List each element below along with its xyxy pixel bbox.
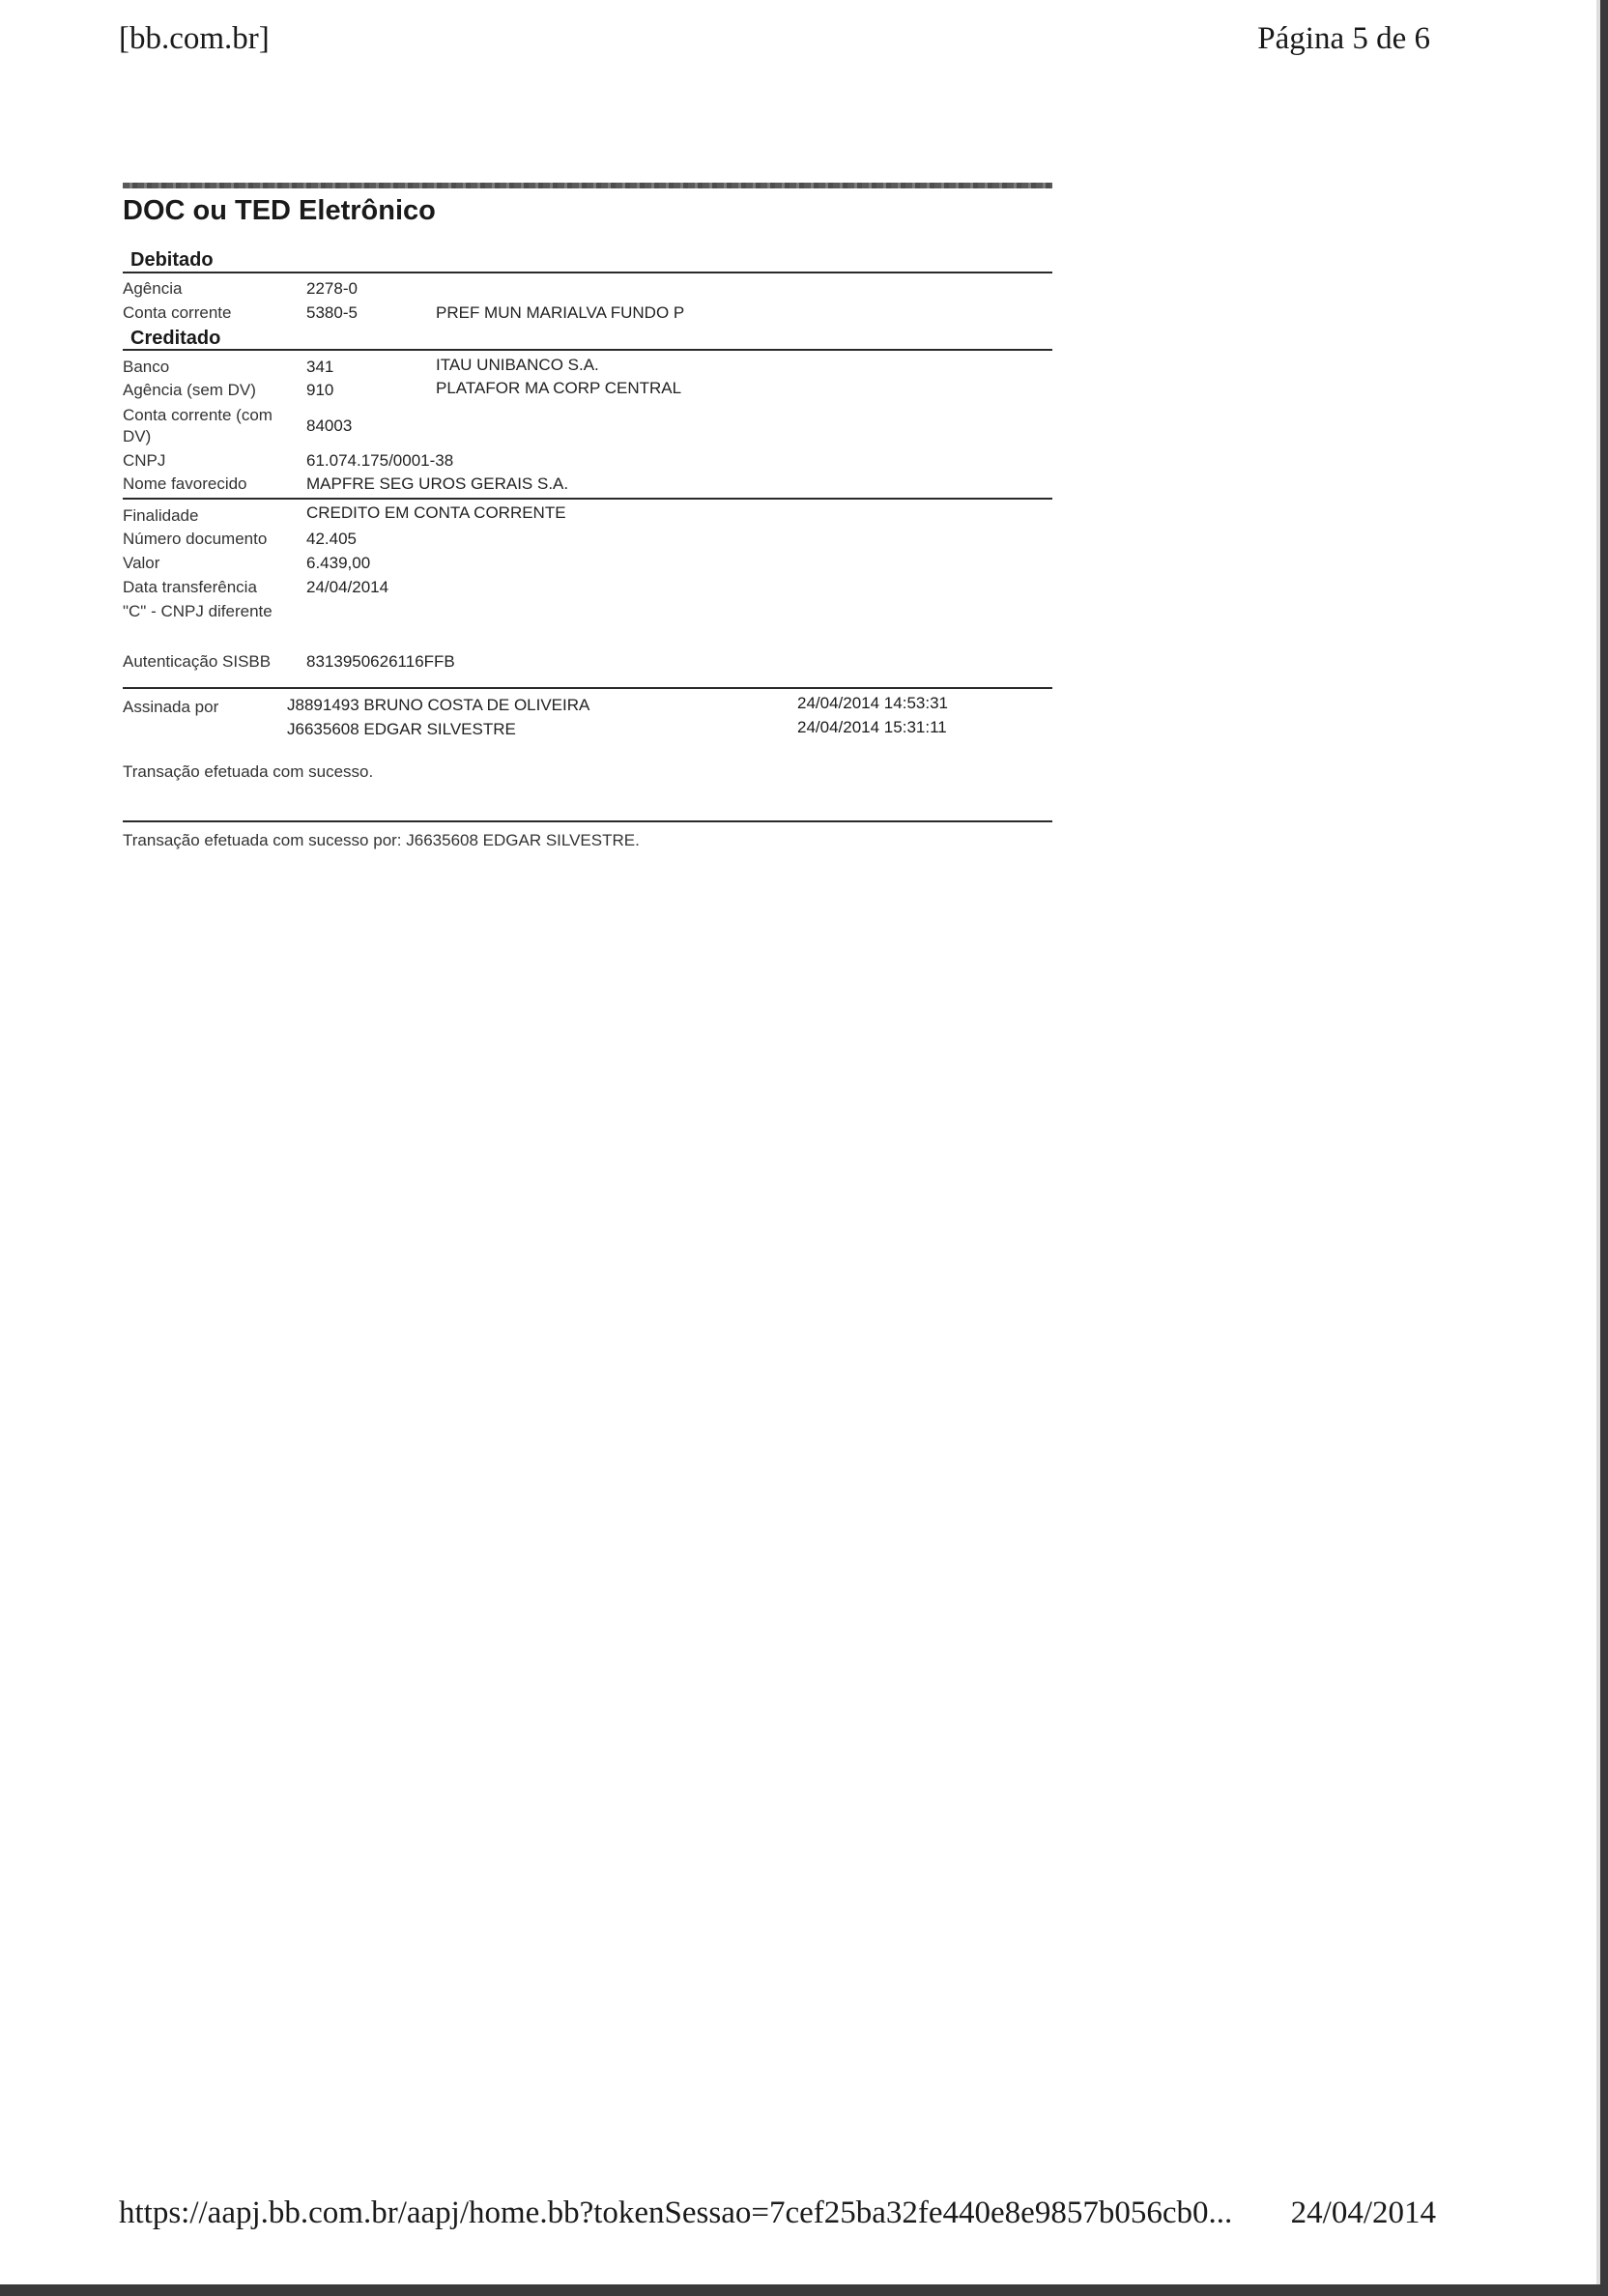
signer-2-date: 24/04/2014 15:31:11 [797, 718, 947, 736]
autenticacao-value: 8313950626116FFB [306, 652, 455, 671]
creditado-conta-value: 84003 [306, 416, 353, 435]
numero-documento-value: 42.405 [306, 530, 357, 548]
creditado-rule [123, 349, 1052, 351]
creditado-agencia-label: Agência (sem DV) [123, 381, 256, 399]
debitado-agencia-label: Agência [123, 279, 183, 298]
debitado-agencia-value: 2278-0 [306, 279, 358, 298]
finalidade-label: Finalidade [123, 506, 199, 525]
creditado-cnpj-label: CNPJ [123, 451, 166, 470]
signer-2: J6635608 EDGAR SILVESTRE [287, 720, 516, 738]
page-indicator: Página 5 de 6 [1257, 21, 1430, 56]
creditado-agencia-name: PLATAFOR MA CORP CENTRAL [436, 379, 682, 397]
creditado-agencia-value: 910 [306, 381, 334, 399]
creditado-conta-label-line1: Conta corrente (com [123, 406, 273, 424]
debitado-heading: Debitado [130, 249, 214, 271]
creditado-cnpj-value: 61.074.175/0001-38 [306, 451, 454, 470]
debitado-rule [123, 272, 1052, 273]
finalidade-value: CREDITO EM CONTA CORRENTE [306, 503, 566, 522]
assinada-por-label: Assinada por [123, 698, 219, 716]
data-transferencia-value: 24/04/2014 [306, 578, 389, 596]
debitado-conta-name: PREF MUN MARIALVA FUNDO P [436, 303, 685, 322]
signer-1: J8891493 BRUNO COSTA DE OLIVEIRA [287, 696, 590, 714]
creditado-banco-value: 341 [306, 358, 334, 376]
creditado-favorecido-value: MAPFRE SEG UROS GERAIS S.A. [306, 474, 569, 493]
final-rule [123, 820, 1052, 822]
data-transferencia-label: Data transferência [123, 578, 257, 596]
autenticacao-label: Autenticação SISBB [123, 652, 272, 671]
footer-url: https://aapj.bb.com.br/aapj/home.bb?tokenSessao=7cef25ba32fe440e8e9857b056cb0... [119, 2196, 1233, 2230]
creditado-heading: Creditado [130, 328, 221, 349]
valor-label: Valor [123, 554, 160, 572]
creditado-banco-name: ITAU UNIBANCO S.A. [436, 356, 599, 374]
creditado-conta-label-line2: DV) [123, 427, 152, 445]
document-title: DOC ou TED Eletrônico [123, 195, 436, 226]
site-header: [bb.com.br] [119, 21, 270, 56]
footer-date: 24/04/2014 [1290, 2196, 1436, 2230]
details-rule [123, 498, 1052, 500]
valor-value: 6.439,00 [306, 554, 371, 572]
debitado-conta-value: 5380-5 [306, 303, 358, 322]
title-bar-rule [123, 183, 1052, 188]
creditado-favorecido-label: Nome favorecido [123, 474, 247, 493]
status-message: Transação efetuada com sucesso. [123, 762, 374, 781]
assinaturas-rule [123, 687, 1052, 689]
numero-documento-label: Número documento [123, 530, 268, 548]
final-message: Transação efetuada com sucesso por: J6635608 EDGAR SILVESTRE. [123, 831, 640, 849]
signer-1-date: 24/04/2014 14:53:31 [797, 694, 948, 712]
creditado-banco-label: Banco [123, 358, 170, 376]
debitado-conta-label: Conta corrente [123, 303, 232, 322]
cnpj-note: "C" - CNPJ diferente [123, 602, 273, 620]
